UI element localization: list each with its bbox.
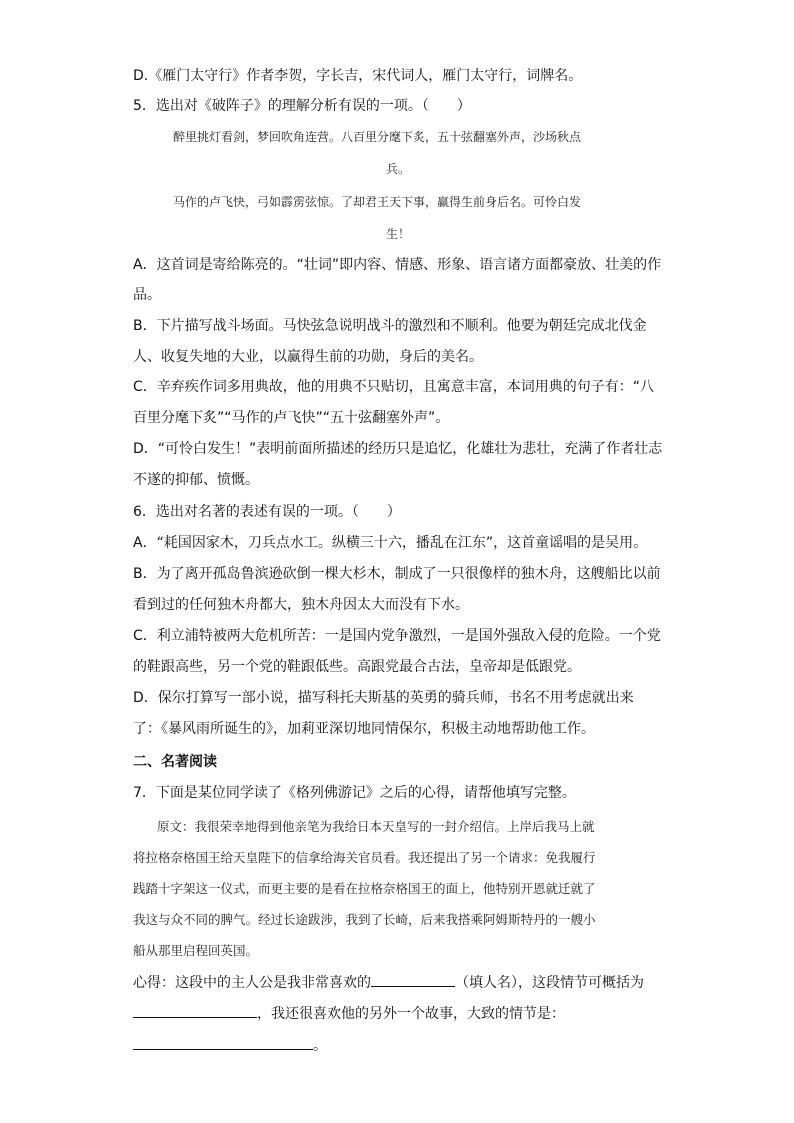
q6-stem: 6．选出对名著的表述有误的一项。（ ） — [133, 504, 401, 520]
q6-option-a: A．“耗国因家木，刀兵点水工。纵横三十六，播乱在江东”，这首童谣唱的是吴用。 — [133, 535, 648, 551]
q6-option-b-line1: B．为了离开孤岛鲁滨逊砍倒一棵大杉木，制成了一只很像样的独木舟，这艘船比以前 — [133, 566, 661, 582]
answer-prompt-1: 心得：这段中的主人公是我非常喜欢的 — [133, 975, 371, 991]
excerpt-line-3: 践踏十字架这一仪式，而更主要的是看在拉格奈格国王的面上，他特别开恩就迁就了 — [133, 881, 596, 896]
answer-prompt-2: （填人名），这段情节可概括为 — [455, 975, 644, 991]
excerpt-line-2: 将拉格奈格国王给天皇陛下的信拿给海关官员看。我还提出了另一个请求：免我履行 — [133, 850, 596, 865]
q5-option-c-line1: C．辛弃疾作词多用典故，他的用典不只贴切，且寓意丰富，本词用典的句子有：“八 — [133, 379, 655, 395]
answer-line-1 — [133, 972, 644, 993]
q6-option-d-line1: D．保尔打算写一部小说，描写科托夫斯基的英勇的骑兵师，书名不用考虑就出来 — [133, 690, 634, 706]
poem-line-2-cont: 生！ — [386, 227, 411, 241]
other-story-blank[interactable] — [133, 1035, 313, 1050]
answer-line-2 — [133, 1003, 565, 1024]
section-title: 二、名著阅读 — [133, 754, 217, 770]
answer-end: 。 — [313, 1038, 327, 1054]
q5-option-d-line2: 不遂的抑郁、愤慨。 — [133, 472, 259, 488]
q5-option-a-line2: 品。 — [133, 287, 161, 303]
poem-line-1: 醉里挑灯看剑，梦回吹角连营。八百里分麾下炙，五十弦翻塞外声，沙场秋点 — [173, 130, 582, 144]
q7-stem: 7．下面是某位同学读了《格列佛游记》之后的心得，请帮他填写完整。 — [133, 785, 576, 801]
q6-option-d-line2: 了：《暴风雨所诞生的》，加莉亚深切地同情保尔，积极主动地帮助他工作。 — [133, 721, 595, 737]
excerpt-line-4: 我这与众不同的脾气。经过长途跋涉，我到了长崎，后来我搭乘阿姆斯特丹的一艘小 — [133, 912, 596, 927]
excerpt-line-5: 船从那里启程回英国。 — [133, 943, 259, 958]
q5-stem: 5．选出对《破阵子》的理解分析有误的一项。（ ） — [133, 98, 471, 114]
q5-option-b-line1: B．下片描写战斗场面。马快弦急说明战斗的激烈和不顺利。他要为朝廷完成北伐金 — [133, 318, 647, 334]
answer-prompt-3: ，我还很喜欢他的另外一个故事，大致的情节是： — [257, 1006, 565, 1022]
q4-option-d: D.《雁门太守行》作者李贺，字长吉，宋代词人，雁门太守行，词牌名。 — [133, 68, 583, 84]
q6-option-c-line2: 的鞋跟高些，另一个党的鞋跟低些。高跟党最合古法，皇帝却是低跟党。 — [133, 659, 581, 675]
q5-option-b-line2: 人、收复失地的大业，以赢得生前的功勋，身后的美名。 — [133, 349, 483, 365]
poem-line-1-cont: 兵。 — [386, 162, 411, 176]
q6-option-c-line1: C．利立浦特被两大危机所苦：一是国内党争激烈，一是国外强敌入侵的危险。一个党 — [133, 628, 661, 644]
protagonist-name-blank[interactable] — [371, 972, 455, 987]
q5-option-a-line1: A．这首词是寄给陈亮的。“壮词”即内容、情感、形象、语言诸方面都豪放、壮美的作 — [133, 257, 662, 273]
excerpt-line-1: 原文：我很荣幸地得到他亲笔为我给日本天皇写的一封介绍信。上岸后我马上就 — [157, 819, 595, 834]
poem-line-2: 马作的卢飞快，弓如霹雳弦惊。了却君王天下事，赢得生前身后名。可怜白发 — [173, 195, 582, 209]
answer-line-3 — [133, 1035, 327, 1056]
plot-summary-blank[interactable] — [133, 1003, 257, 1018]
q5-option-d-line1: D．“可怜白发生！”表明前面所描述的经历只是追忆，化雄壮为悲壮，充满了作者壮志 — [133, 441, 663, 457]
q5-option-c-line2: 百里分麾下炙”“马作的卢飞快”“五十弦翻塞外声”。 — [133, 410, 450, 426]
q6-option-b-line2: 看到过的任何独木舟都大，独木舟因太大而没有下水。 — [133, 597, 469, 613]
